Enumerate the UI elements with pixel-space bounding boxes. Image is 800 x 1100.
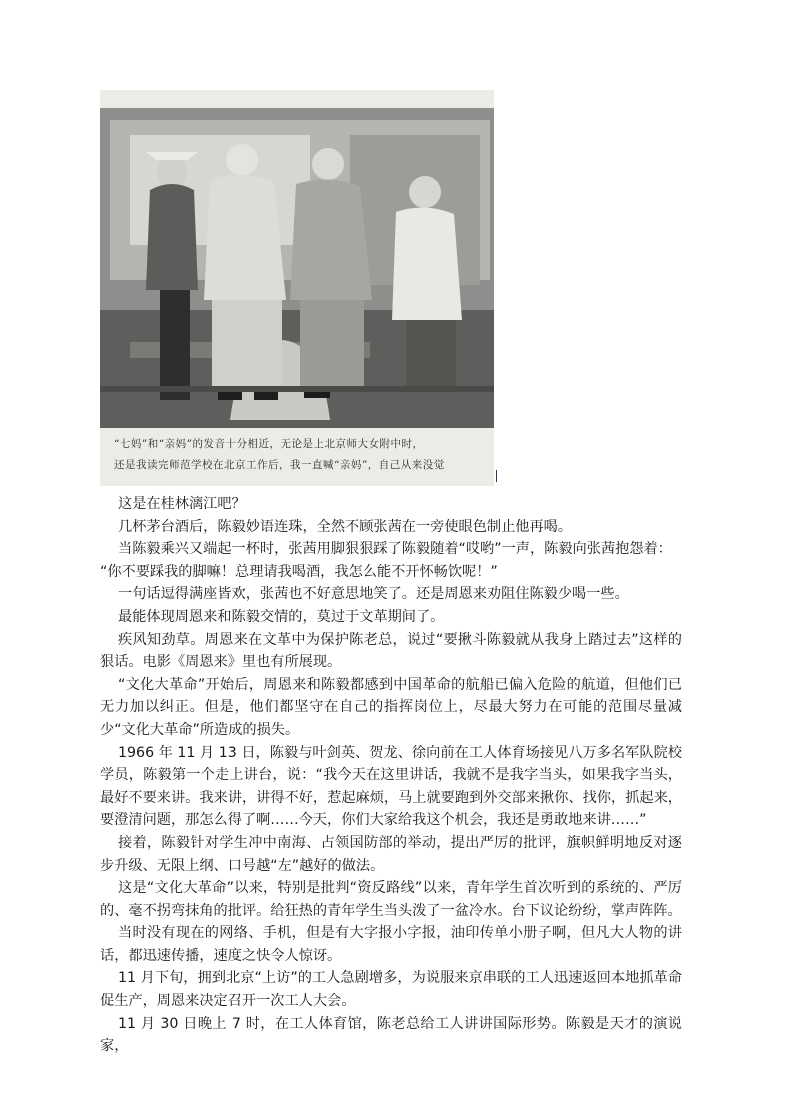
paragraph: 11 月 30 日晚上 7 时，在工人体育馆，陈老总给工人讲讲国际形势。陈毅是天才的演说家， xyxy=(100,1015,682,1055)
paragraph: 几杯茅台酒后，陈毅妙语连珠，全然不顾张茜在一旁使眼色制止他再喝。 xyxy=(118,518,573,535)
paragraph: 当时没有现在的网络、手机，但是有大字报小字报，油印传单小册子啊，但凡大人物的讲话，都迅速传播，速度之快令人惊讶。 xyxy=(100,925,682,964)
paragraph: 这是在桂林漓江吧？ xyxy=(118,496,246,512)
bracket-mark xyxy=(492,470,497,482)
photo-caption xyxy=(100,434,494,476)
paragraph: 1966 年 11 月 13 日，陈毅与叶剑英、贺龙、徐向前在工人体育场接见八万多名军队院校学员，陈毅第一个走上讲台，说：“我今天在这里讲话，我就不是我字当头，如果我字当头，最好不要来讲。我来讲，讲得不好，惹起麻烦，马上就要跑到外交部来揪你、找你，抓起来，要澄清问题，那怎么得了啊……今天，你们大家给我这个机会，我还是勇敢地来讲……” xyxy=(100,744,682,829)
paragraph: 最能体现周恩来和陈毅交情的，莫过于文革期间了。 xyxy=(118,608,445,625)
paragraph: 一句话逗得满座皆欢，张茜也不好意思地笑了。还是周恩来劝阻住陈毅少喝一些。 xyxy=(118,586,629,603)
caption-line: “七妈”和“亲妈”的发音十分相近，无论是上北京师大女附中时， xyxy=(114,438,424,450)
caption-line: 还是我读完师范学校在北京工作后，我一直喊“亲妈”，自己从来没觉 xyxy=(114,459,445,471)
paragraph: 疾风知劲草。周恩来在文革中为保护陈老总，说过“要揪斗陈毅就从我身上踏过去”这样的狠话。电影《周恩来》里也有所展现。 xyxy=(100,631,682,671)
paragraph: 接着，陈毅针对学生冲中南海、占领国防部的举动，提出严厉的批评，旗帜鲜明地反对逐步升级、无限上纲、口号越“左”越好的做法。 xyxy=(100,834,682,874)
article-body xyxy=(100,493,682,1058)
photo-illustration xyxy=(100,90,494,486)
paragraph: 11 月下旬，拥到北京“上访”的工人急剧增多，为说服来京串联的工人迅速返回本地抓革命促生产，周恩来决定召开一次工人大会。 xyxy=(100,970,682,1010)
historical-photo xyxy=(100,90,494,486)
paragraph: 当陈毅乘兴又端起一杯时，张茜用脚狠狠踩了陈毅随着“哎哟”一声，陈毅向张茜抱怨着： xyxy=(118,541,672,558)
paragraph: “文化大革命”开始后，周恩来和陈毅都感到中国革命的航船已偏入危险的航道，但他们已无力加以纠正。但是，他们都坚守在自己的指挥岗位上，尽最大努力在可能的范围尽量减少“文化大革命”所造成的损失。 xyxy=(100,676,682,738)
paragraph: 这是“文化大革命”以来，特别是批判“资反路线”以来，青年学生首次听到的系统的、严厉的、毫不拐弯抹角的批评。给狂热的青年学生当头泼了一盆冷水。台下议论纷纷，掌声阵阵。 xyxy=(100,880,682,919)
paragraph: “你不要踩我的脚嘛！总理请我喝酒，我怎么能不开怀畅饮呢！” xyxy=(100,563,498,580)
